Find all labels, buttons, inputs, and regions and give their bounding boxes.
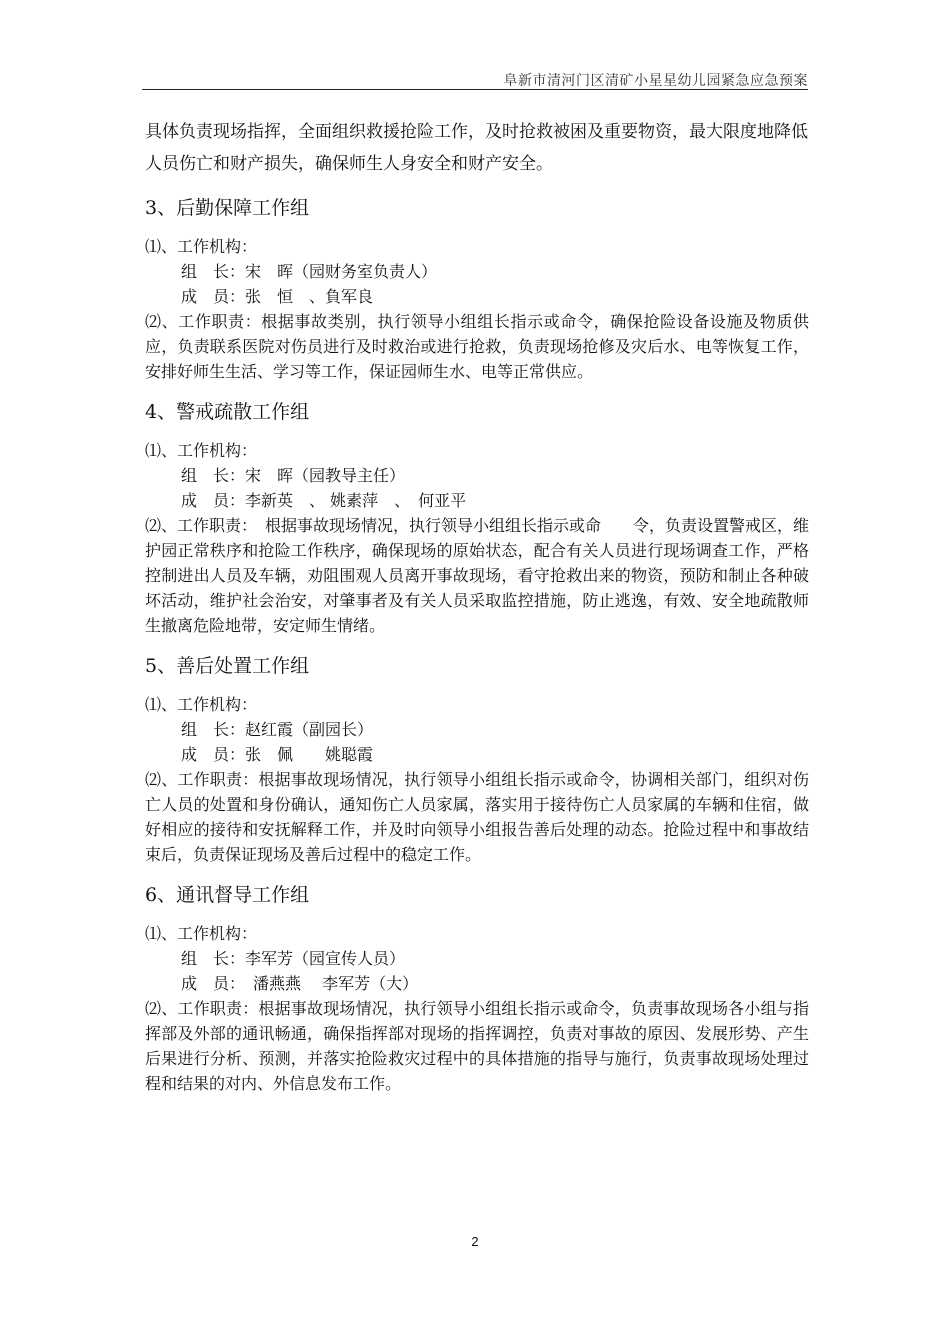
section-heading: 4、警戒疏散工作组 — [145, 401, 310, 423]
leader-line: 组 长：赵红霞（副园长） — [181, 720, 374, 739]
leader-line: 组 长：宋 晖（园教导主任） — [181, 466, 406, 485]
leader-line: 组 长：李军芳（园宣传人员） — [181, 949, 406, 968]
group-section-logistics — [145, 194, 809, 384]
duty-paragraph: ⑵、工作职责：根据事故现场情况，执行领导小组组长指示或命令，负责事故现场各小组与指挥部及外部的通讯畅通，确保指挥部对现场的指挥调控，负责对事故的原因、发展形势、产生后果进行分析、预测，并落实抢险救灾过程中的具体措施的指导与施行，负责事故现场处理过程和结果的对内、外信息发布工作。 — [145, 999, 809, 1093]
members-line: 成 员：张 恒 、負军良 — [181, 287, 374, 306]
duty-paragraph: ⑵、工作职责：根据事故类别，执行领导小组组长指示或命令，确保抢险设备设施及物质供应，负责联系医院对伤员进行及时救治或进行抢救，负责现场抢修及灾后水、电等恢复工作，安排好师生生活、学习等工作，保证园师生水、电等正常供应。 — [145, 312, 809, 381]
document-header-title: 阜新市清河门区清矿小星星幼儿园紧急应急预案 — [503, 73, 808, 89]
leader-line: 组 长：宋 晖（园财务室负责人） — [181, 262, 438, 281]
section-heading: 3、后勤保障工作组 — [145, 197, 310, 219]
duty-paragraph: ⑵、工作职责： 根据事故现场情况，执行领导小组组长指示或命 令，负责设置警戒区，维护园正常秩序和抢险工作秩序，确保现场的原始状态，配合有关人员进行现场调查工作，严格控制进出人员及车辆，劝阻围观人员离开事故现场，看守抢救出来的物资，预防和制止各种破坏活动，维护社会治安，对肇事者及有关人员采取监控措施，防止逃逸，有效、安全地疏散师生撤离危险地带，安定师生情绪。 — [145, 516, 810, 635]
members-line: 成 员：张 佩 姚聪霞 — [181, 745, 374, 764]
group-section-communication — [145, 881, 809, 1096]
group-section-evacuation — [145, 398, 809, 638]
org-label: ⑴、工作机构： — [145, 441, 258, 460]
document-body — [145, 116, 809, 1096]
members-line: 成 员： 潘燕燕 李军芳（大） — [181, 974, 419, 993]
org-label: ⑴、工作机构： — [145, 695, 258, 714]
members-line: 成 员：李新英 、 姚素萍 、 何亚平 — [181, 491, 467, 510]
page-number: 2 — [471, 1234, 479, 1249]
intro-paragraph: 具体负责现场指挥，全面组织救援抢险工作，及时抢救被困及重要物资，最大限度地降低人员伤亡和财产损失，确保师生人身安全和财产安全。 — [145, 122, 808, 174]
section-heading: 6、通讯督导工作组 — [145, 884, 310, 906]
section-heading: 5、善后处置工作组 — [145, 655, 310, 677]
header-divider — [142, 89, 808, 90]
org-label: ⑴、工作机构： — [145, 924, 258, 943]
group-section-aftermath — [145, 652, 809, 867]
org-label: ⑴、工作机构： — [145, 237, 258, 256]
duty-paragraph: ⑵、工作职责：根据事故现场情况，执行领导小组组长指示或命令，协调相关部门，组织对伤亡人员的处置和身份确认，通知伤亡人员家属，落实用于接待伤亡人员家属的车辆和住宿，做好相应的接待和安抚解释工作，并及时向领导小组报告善后处理的动态。抢险过程中和事故结束后，负责保证现场及善后过程中的稳定工作。 — [145, 770, 809, 864]
